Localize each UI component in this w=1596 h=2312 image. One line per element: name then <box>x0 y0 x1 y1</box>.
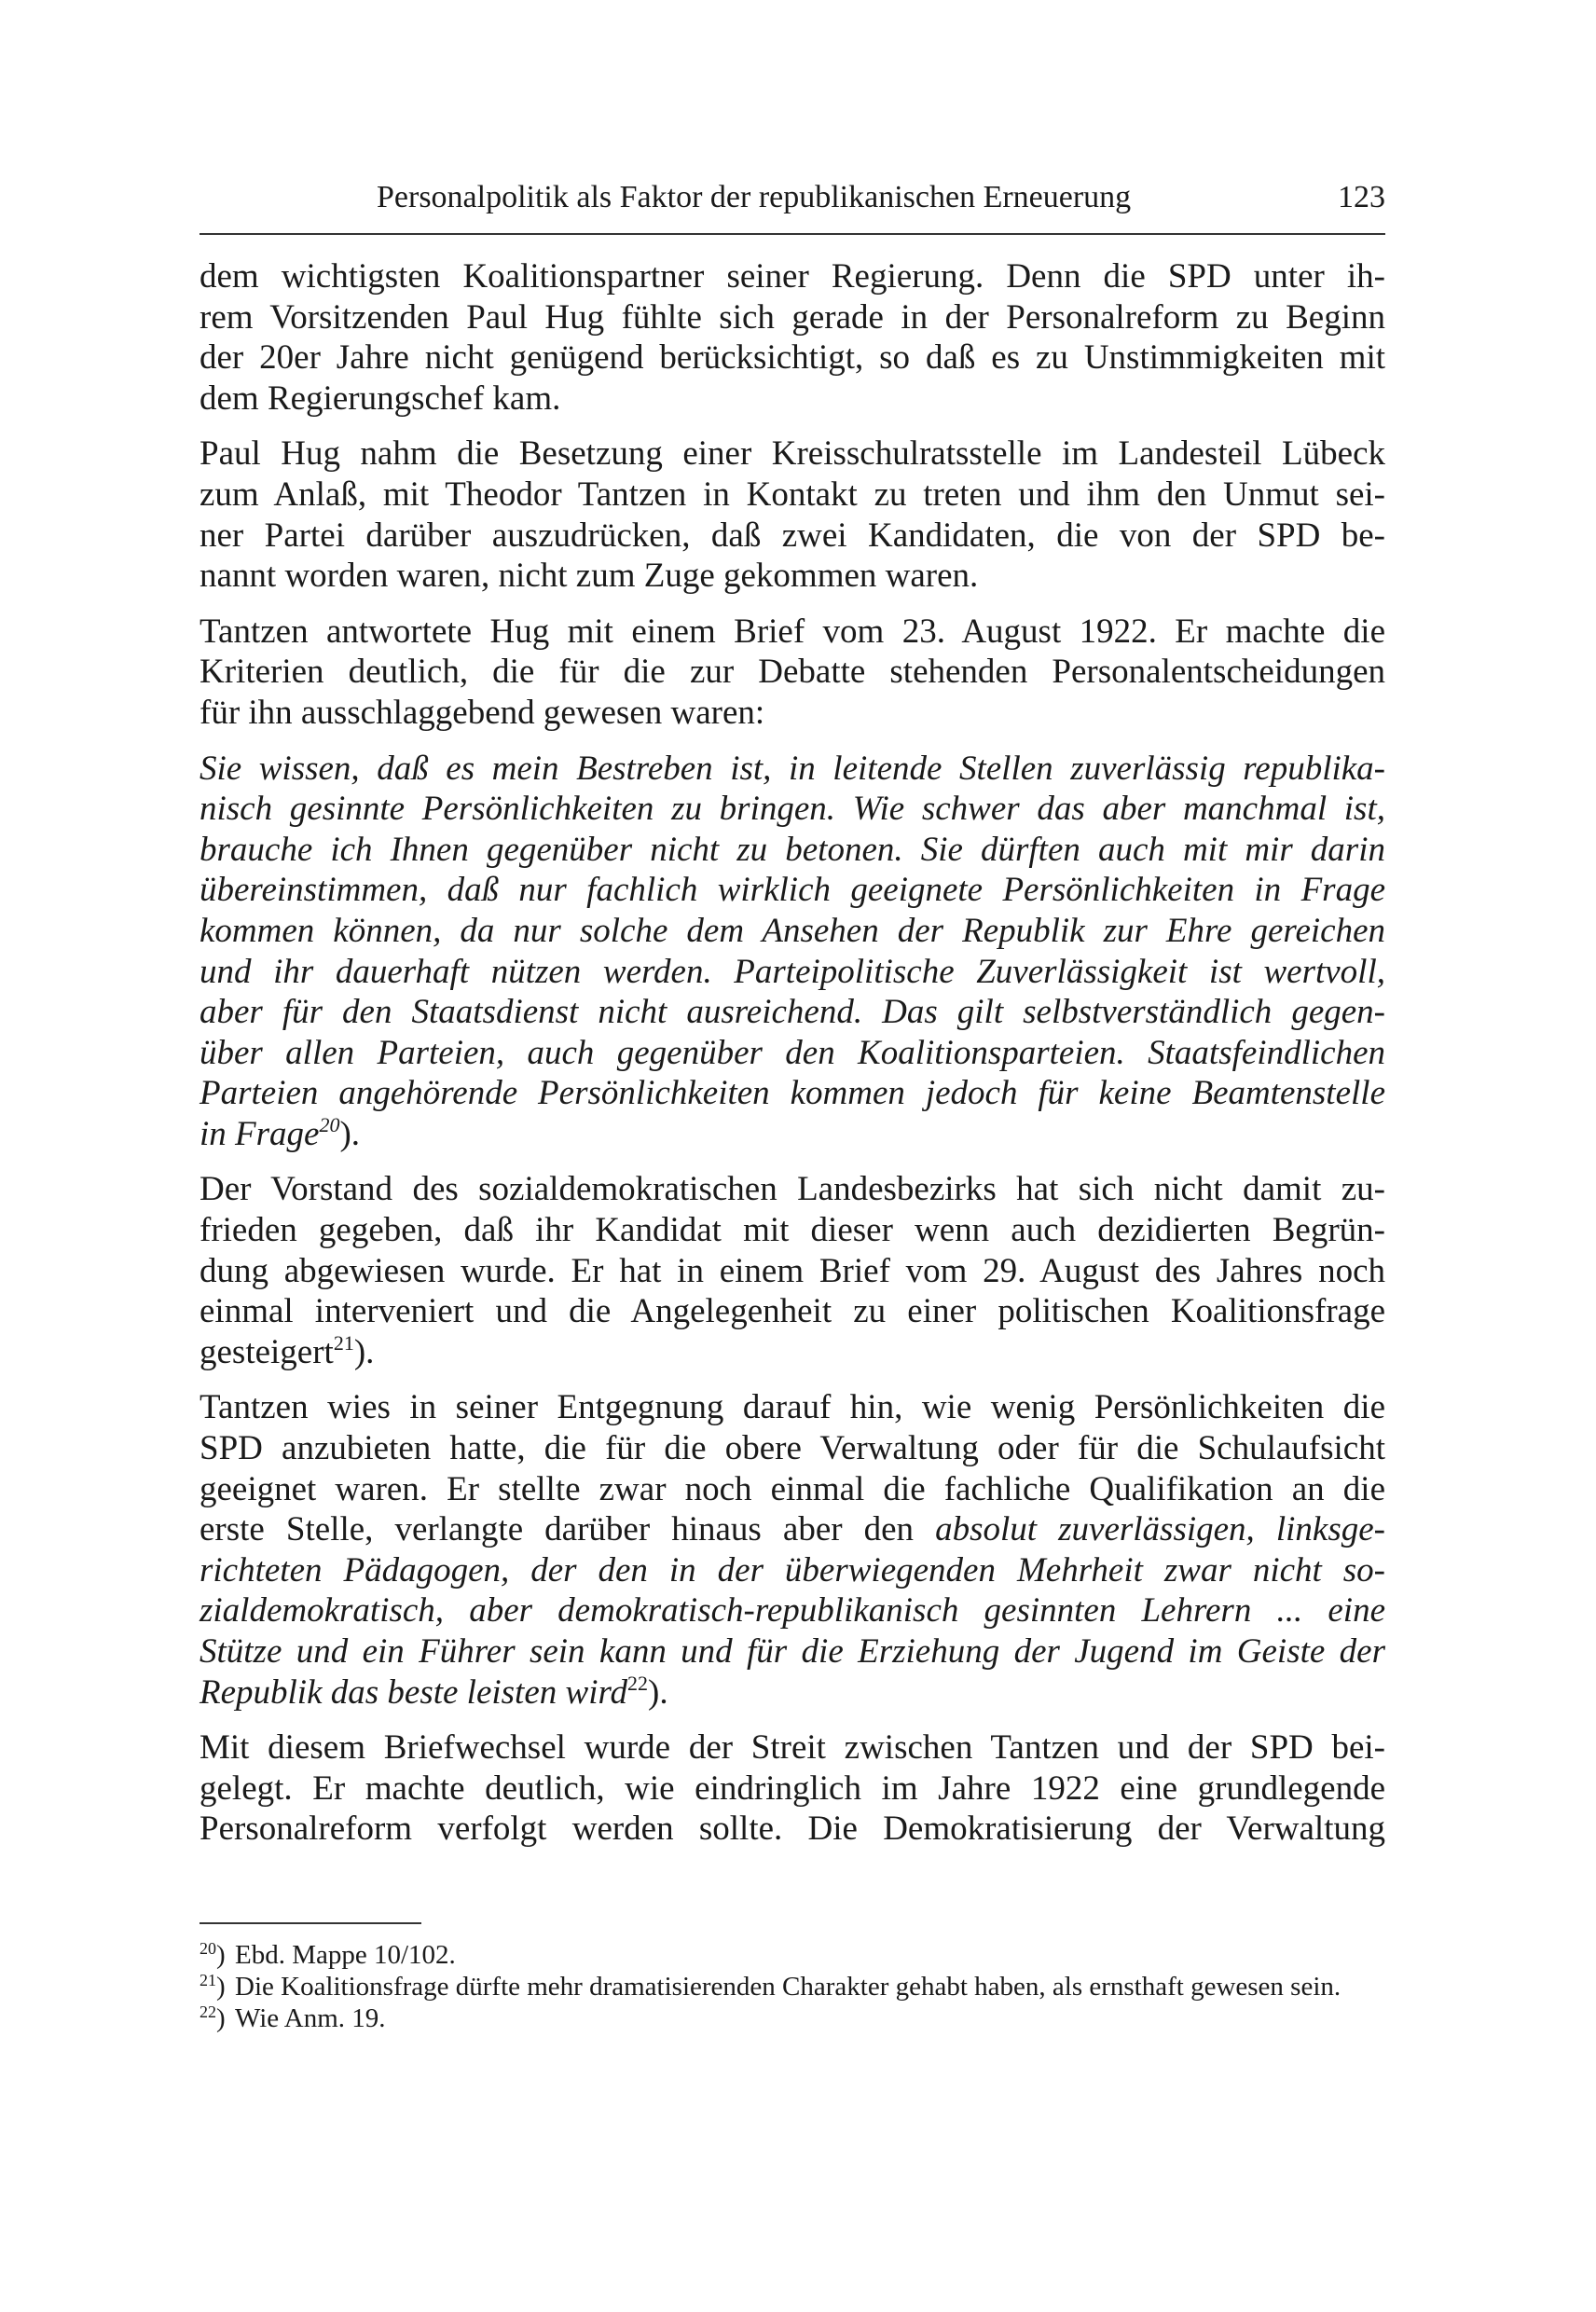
text-line: zialdemokratisch, aber demokratisch-republikanisch gesinnten Lehrern ... eine <box>200 1591 1385 1631</box>
text-line: Sie wissen, daß es mein Bestreben ist, in leitende Stellen zuverlässig republika- <box>200 749 1385 788</box>
page-number: 123 <box>1338 180 1385 214</box>
text-line: Stütze und ein Führer sein kann und für die Erziehung der Jugend im Geiste der <box>200 1632 1385 1671</box>
quotation-block <box>200 749 1385 1155</box>
text-fragment: erste Stelle, verlangte darüber hinaus aber den <box>200 1510 936 1549</box>
text-line: für ihn ausschlaggebend gewesen waren: <box>200 693 765 732</box>
footnote-rule <box>200 1922 421 1924</box>
text-line: der 20er Jahre nicht genügend berücksichtigt, so daß es zu Unstimmigkeiten mit <box>200 338 1385 378</box>
header-rule <box>200 233 1385 235</box>
body-text <box>200 256 1385 1865</box>
text-line: und ihr dauerhaft nützen werden. Parteipolitische Zuverlässigkeit ist wertvoll, <box>200 952 1385 991</box>
text-line: nannt worden waren, nicht zum Zuge gekommen waren. <box>200 557 979 596</box>
text-line <box>200 1114 1385 1155</box>
footnote-number: $^{21}$) <box>200 1971 226 2002</box>
text-line: Der Vorstand des sozialdemokratischen Landesbezirks hat sich nicht damit zu- <box>200 1170 1385 1209</box>
running-head-title: Personalpolitik als Faktor der republikanischen Erneuerung <box>377 180 1132 214</box>
text-line: Kriterien deutlich, die für die zur Debatte stehenden Personalentscheidungen <box>200 653 1385 692</box>
text-line: geeignet waren. Er stellte zwar noch einmal die fachliche Qualifikation an die <box>200 1469 1385 1508</box>
text-line: über allen Parteien, auch gegenüber den Koalitionsparteien. Staatsfeindlichen <box>200 1033 1385 1072</box>
footnote-number: $^{22}$) <box>200 2002 226 2033</box>
text-line <box>200 1672 1385 1713</box>
text-line: richteten Pädagogen, der den in der überwiegenden Mehrheit zwar nicht so- <box>200 1550 1385 1590</box>
text-line: ner Partei darüber auszudrücken, daß zwei Kandidaten, die von der SPD be- <box>200 516 1385 555</box>
text-line: brauche ich Ihnen gegenüber nicht zu betonen. Sie dürften auch mit mir darin <box>200 830 1385 869</box>
footnote-ref-21[interactable]: 21 <box>333 1330 354 1355</box>
text-line: kommen können, da nur solche dem Ansehen der Republik zur Ehre gereichen <box>200 911 1385 950</box>
text-line: übereinstimmen, daß nur fachlich wirklich geeignete Persönlichkeiten in Frage <box>200 871 1385 910</box>
text-line: rem Vorsitzenden Paul Hug fühlte sich gerade in der Personalreform zu Beginn <box>200 297 1385 337</box>
footnote-text: Ebd. Mappe 10/102. <box>235 1940 456 1970</box>
paragraph-7 <box>200 1727 1385 1850</box>
italic-fragment: Republik das beste leisten wird <box>200 1672 627 1712</box>
text-line: nisch gesinnte Persönlichkeiten zu bringen. Wie schwer das aber manchmal ist, <box>200 790 1385 829</box>
text-line <box>200 1332 1385 1373</box>
running-head <box>200 175 1385 222</box>
text-line <box>200 1509 1385 1550</box>
text-line: Tantzen wies in seiner Entgegnung darauf hin, wie wenig Persönlichkeiten die <box>200 1388 1385 1427</box>
footnote-text: Wie Anm. 19. <box>235 2003 386 2033</box>
text-line: Parteien angehörende Persönlichkeiten kommen jedoch für keine Beamtenstelle <box>200 1074 1385 1113</box>
text-line: Tantzen antwortete Hug mit einem Brief vom 23. August 1922. Er machte die <box>200 612 1385 651</box>
footnote-22 <box>200 2002 1385 2034</box>
footnotes <box>200 1939 1385 2034</box>
footnote-20 <box>200 1939 1385 1971</box>
text-line: aber für den Staatsdienst nicht ausreichend. Das gilt selbstverständlich gegen- <box>200 993 1385 1032</box>
text-fragment: gesteigert <box>200 1332 334 1371</box>
text-line: Mit diesem Briefwechsel wurde der Streit zwischen Tantzen und der SPD bei- <box>200 1728 1385 1768</box>
text-line: dem Regierungschef kam. <box>200 378 561 418</box>
footnote-number: $^{20}$) <box>200 1939 226 1970</box>
footnote-ref-22[interactable]: 22 <box>627 1671 648 1695</box>
text-line: zum Anlaß, mit Theodor Tantzen in Kontakt zu treten und ihm den Unmut sei- <box>200 475 1385 514</box>
text-line: einmal interveniert und die Angelegenheit zu einer politischen Koalitionsfrage <box>200 1292 1385 1331</box>
paragraph-6 <box>200 1387 1385 1713</box>
paragraph-3 <box>200 612 1385 734</box>
text-fragment: in Frage <box>200 1114 320 1153</box>
text-line: dem wichtigsten Koalitionspartner seiner Regierung. Denn die SPD unter ih- <box>200 257 1385 296</box>
text-line: dung abgewiesen wurde. Er hat in einem Brief vom 29. August des Jahres noch <box>200 1251 1385 1290</box>
text-line: SPD anzubieten hatte, die für die obere Verwaltung oder für die Schulaufsicht <box>200 1429 1385 1468</box>
text-fragment: ). <box>648 1672 668 1712</box>
paragraph-5 <box>200 1169 1385 1372</box>
text-fragment: ). <box>339 1114 361 1153</box>
paragraph-1 <box>200 256 1385 419</box>
paragraph-2 <box>200 434 1385 596</box>
text-line: Personalreform verfolgt werden sollte. Die Demokratisierung der Verwaltung <box>200 1810 1385 1849</box>
italic-fragment: absolut zuverlässigen, linksge- <box>935 1510 1385 1549</box>
footnote-text: Die Koalitionsfrage dürfte mehr dramatisierenden Charakter gehabt haben, als ernsthaft gewesen sein. <box>235 1972 1341 2002</box>
footnote-21 <box>200 1971 1385 2002</box>
text-line: Paul Hug nahm die Besetzung einer Kreisschulratsstelle im Landesteil Lübeck <box>200 434 1385 474</box>
text-fragment: ). <box>353 1332 375 1371</box>
footnote-ref-20[interactable]: 20 <box>319 1112 340 1136</box>
text-line: frieden gegeben, daß ihr Kandidat mit dieser wenn auch dezidierten Begrün- <box>200 1211 1385 1250</box>
text-line: gelegt. Er machte deutlich, wie eindringlich im Jahre 1922 eine grundlegende <box>200 1768 1385 1808</box>
